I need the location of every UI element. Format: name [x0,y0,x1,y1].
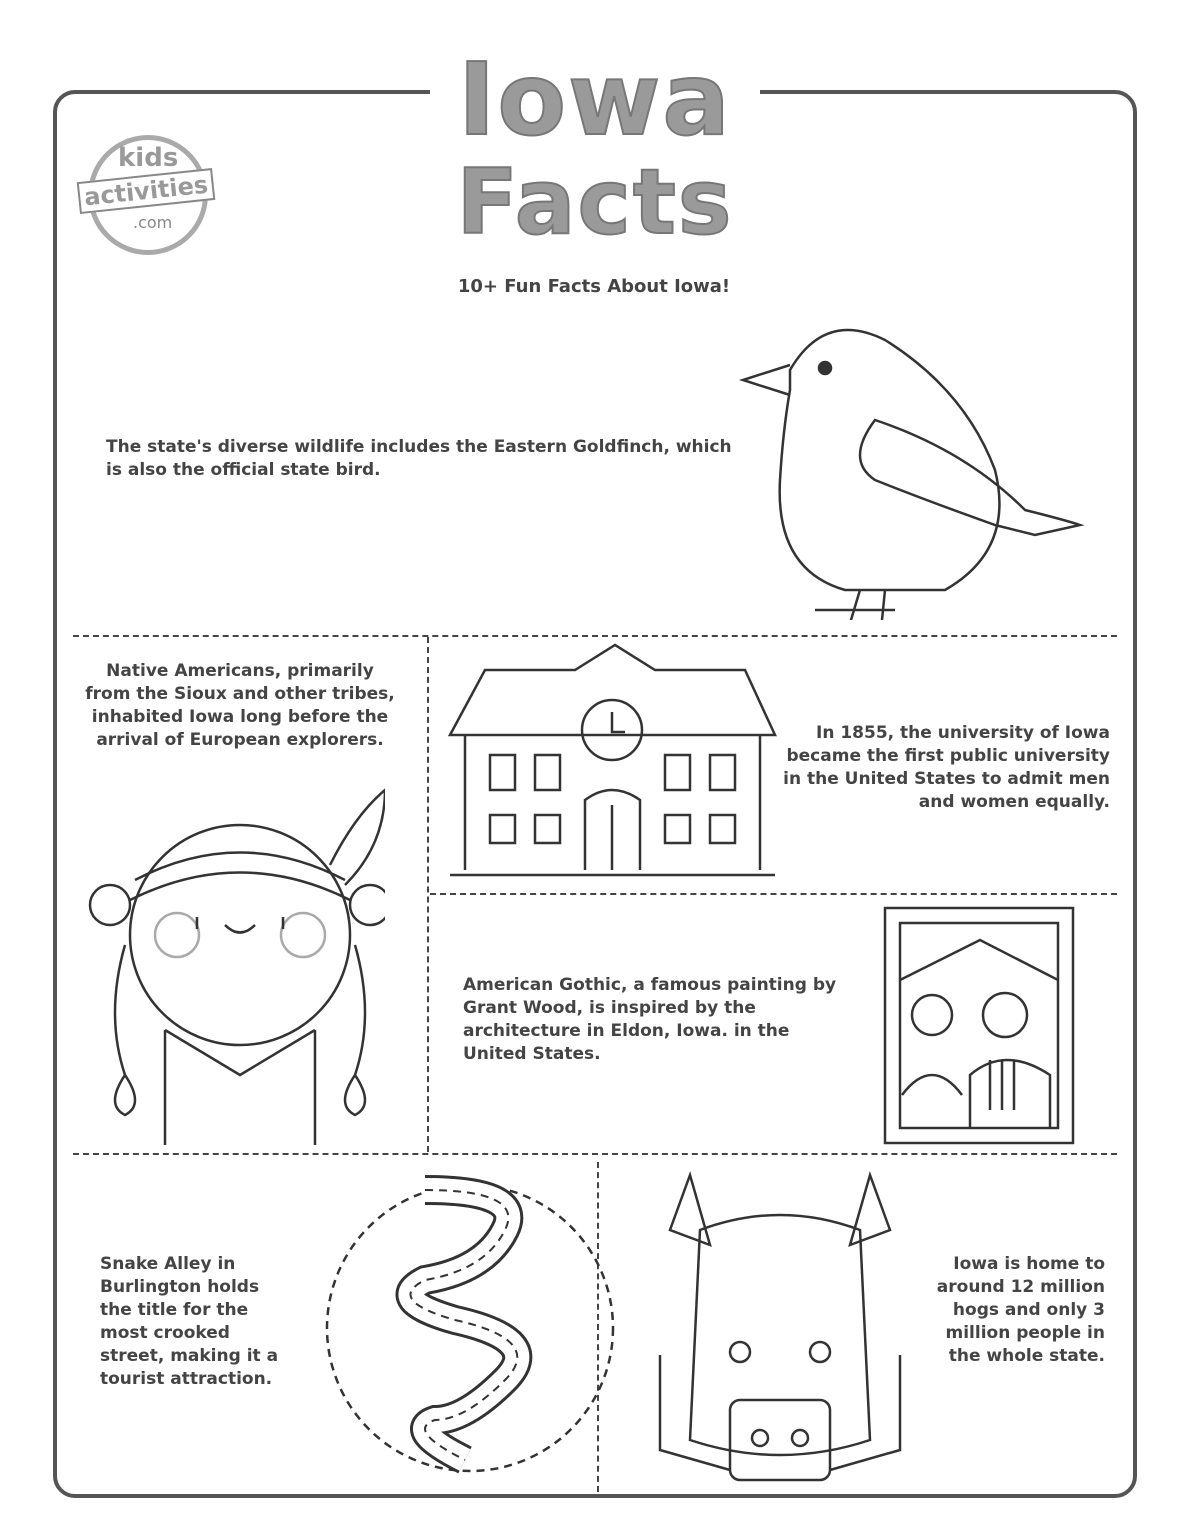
divider [430,893,1117,895]
title-line1: Iowa [458,41,732,158]
fact-goldfinch: The state's diverse wildlife includes the Eastern Goldfinch, which is also the official state bird. [106,437,732,480]
divider [73,635,1117,637]
native-american-girl-illustration [85,785,385,1145]
american-gothic-painting-illustration [880,905,1080,1145]
fact-university: In 1855, the university of Iowa became the first public university in the United States to admit men and women equally. [783,723,1110,812]
subtitle: 10+ Fun Facts About Iowa! [457,276,731,297]
fact-hogs: Iowa is home to around 12 million hogs and only 3 million people in the whole state. [936,1254,1105,1366]
title-line2: Facts [456,150,734,255]
kids-activities-logo [78,135,238,245]
hog-illustration [640,1170,920,1490]
fact-native-americans: Native Americans, primarily from the Sioux and other tribes, inhabited Iowa long before the arrival of European explorers. [85,661,395,750]
title-block [430,25,760,255]
goldfinch-bird-illustration [735,310,1095,620]
logo-com: .com [133,213,173,232]
snake-alley-illustration [325,1170,625,1480]
fact-american-gothic: American Gothic, a famous painting by Grant Wood, is inspired by the architecture in Eldon, Iowa. in the United States. [463,975,837,1064]
divider [427,637,429,1152]
logo-activities: activities [77,168,216,214]
divider [73,1153,1117,1155]
logo-kids: kids [118,143,179,173]
university-building-illustration [445,640,780,880]
fact-snake-alley: Snake Alley in Burlington holds the title for the most crooked street, making it a tourist attraction. [100,1254,279,1389]
